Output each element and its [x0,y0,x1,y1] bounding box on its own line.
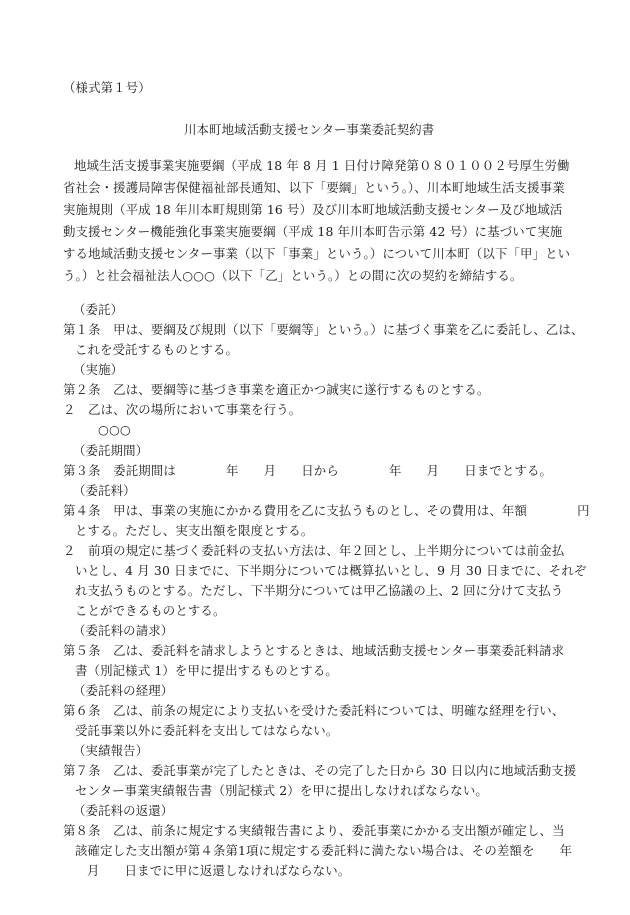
article-heading: （委託） [73,302,124,317]
article-line: れ支払うものとする。ただし、下半期分については甲乙協議の上、2 回に分けて支払う [75,583,564,598]
article-heading: （委託料） [73,483,136,498]
article-line: 第７条 乙は、委託事業が完了したときは、その完了した日から 30 日以内に地域活動支援 [63,763,577,778]
article-heading: （委託料の返還） [73,803,174,818]
form-number: （様式第１号） [63,80,151,95]
preamble-line: 実施規則（平成 18 年川本町規則第 16 号）及び川本町地域活動支援センター及び地域活 [63,202,563,217]
document-title: 川本町地域活動支援センター事業委託契約書 [184,122,435,137]
article-line: ２ 前項の規定に基づく委託料の支払い方法は、年２回とし、上半期分については前金払 [63,543,565,558]
article-heading: （委託料の請求） [73,623,174,638]
article-line: 第１条 甲は、要綱及び規則（以下「要綱等」という。）に基づく事業を乙に委託し、乙は、 [63,322,584,337]
article-line: 第５条 乙は、委託料を請求しようとするときは、地域活動支援センター事業委託料請求 [63,643,565,658]
preamble-line: 地域生活支援事業実施要綱（平成 18 年 8 月 1 日付け障発第０８０１００２号厚生労働 [74,158,570,173]
article-heading: （実施） [73,362,124,377]
article-line: 月 日までに甲に返還しなければならない。 [87,863,351,878]
preamble-line: 動支援センター機能強化事業実施要綱（平成 18 年川本町告示第 42 号）に基づいて実施 [63,224,563,239]
article-line: とする。ただし、実支出額を限度とする。 [75,523,314,538]
article-line: 書（別記様式 1）を甲に提出するものとする。 [75,663,338,678]
article-line: これを受託するものとする。 [75,342,239,357]
article-heading: （委託期間） [73,443,149,458]
article-line: 第３条 委託期間は 年 月 日から 年 月 日までとする。 [63,463,553,478]
article-line: いとし、4 月 30 日までに、下半期分については概算払いとし、9 月 30 日までに、それぞ [75,563,587,578]
article-line: 該確定した支出額が第４条第1項に規定する委託料に満たない場合は、その差額を 年 [75,843,573,858]
article-line: センター事業実績報告書（別記様式 2）を甲に提出しなければならない。 [75,783,488,798]
article-line: ことができるものとする。 [75,603,226,618]
preamble-line: う。）と社会福祉法人○○○（以下「乙」という。）との間に次の契約を締結する。 [63,268,523,283]
article-line: 第６条 乙は、前条の規定により支払いを受けた委託料については、明確な経理を行い、 [63,703,565,718]
article-heading: （実績報告） [73,743,149,758]
article-line: ２ 乙は、次の場所において事業を行う。 [63,402,302,417]
article-line: 第４条 甲は、事業の実施にかかる費用を乙に支払うものとし、その費用は、年額 円 [63,503,590,518]
article-line: 受託事業以外に委託料を支出してはならない。 [75,723,339,738]
article-line: ○○○ [98,422,131,437]
preamble-line: 省社会・援護局障害保健福祉部長通知、以下「要綱」という。）、川本町地域生活支援事業 [63,180,565,195]
article-line: 第８条 乙は、前条に規定する実績報告書により、委託事業にかかる支出額が確定し、当 [63,823,565,838]
preamble-line: する地域活動支援センター事業（以下「事業」という。）について川本町（以下「甲」とい [63,246,571,261]
article-line: 第２条 乙は、要綱等に基づき事業を適正かつ誠実に遂行するものとする。 [63,382,490,397]
article-heading: （委託料の経理） [73,683,174,698]
